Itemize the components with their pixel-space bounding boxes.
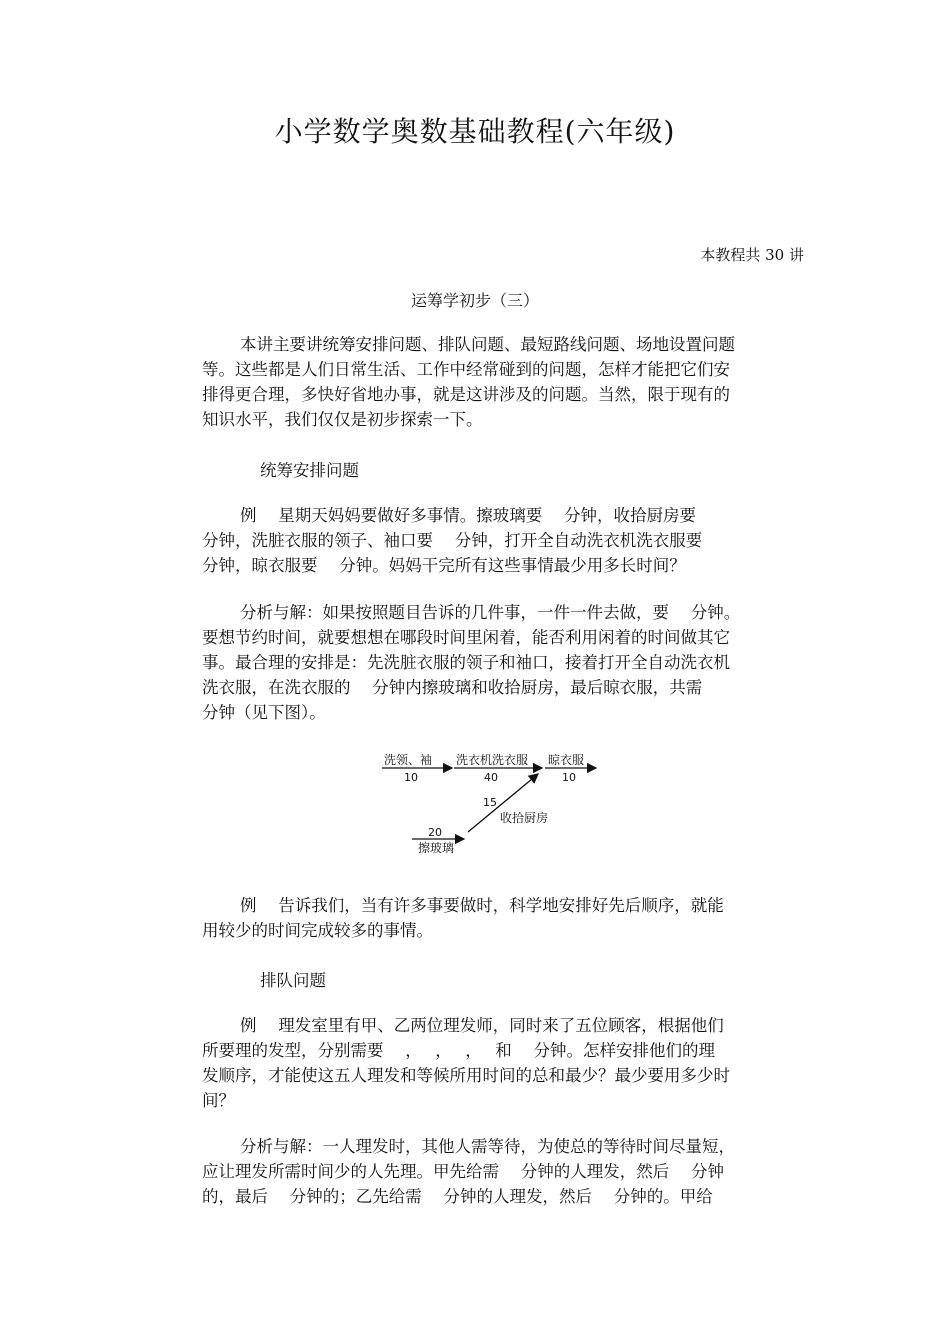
start-minutes: 20 bbox=[428, 826, 442, 839]
intro-line: 知识水平，我们仅仅是初步探索一下。 bbox=[202, 410, 483, 429]
conclusion1-paragraph bbox=[202, 893, 808, 943]
conclusion1-line: 例 告诉我们，当有许多事要做时，科学地安排好先后顺序，就能 bbox=[240, 896, 724, 915]
intro-line: 等。这些都是人们日常生活、工作中经常碰到的问题，怎样才能把它们安 bbox=[202, 360, 730, 379]
analysis1-line: 分钟（见下图）。 bbox=[202, 703, 326, 722]
analysis1-line: 分析与解：如果按照题目告诉的几件事，一件一件去做，要 分钟。 bbox=[240, 603, 741, 622]
example2-line: 间？ bbox=[202, 1091, 235, 1110]
document-title: 小学数学奥数基础教程(六年级) bbox=[274, 115, 676, 148]
step3-minutes: 10 bbox=[562, 771, 576, 784]
series-note: 本教程共 30 讲 bbox=[700, 246, 804, 264]
branch-minutes: 15 bbox=[483, 796, 497, 809]
section-heading-queue: 排队问题 bbox=[260, 971, 326, 990]
scheduling-diagram bbox=[380, 744, 610, 859]
lesson-title: 运筹学初步（三） bbox=[410, 291, 539, 310]
step1-minutes: 10 bbox=[404, 771, 418, 784]
example2-line: 发顺序，才能使这五人理发和等候所用时间的总和最少？最少要用多少时 bbox=[202, 1066, 730, 1085]
example1-line: 例 星期天妈妈要做好多事情。擦玻璃要 分钟，收拾厨房要 bbox=[240, 506, 696, 525]
step2-label: 洗衣机洗衣服 bbox=[456, 753, 529, 767]
analysis1-line: 事。最合理的安排是：先洗脏衣服的领子和袖口，接着打开全自动洗衣机 bbox=[202, 653, 730, 672]
branch-label: 收拾厨房 bbox=[500, 811, 549, 825]
analysis2-line: 应让理发所需时间少的人先理。甲先给需 分钟的人理发，然后 分钟 bbox=[202, 1162, 724, 1181]
example1-line: 分钟，洗脏衣服的领子、袖口要 分钟，打开全自动洗衣机洗衣服要 bbox=[202, 531, 703, 550]
analysis1-line: 要想节约时间，就要想想在哪段时间里闲着，能否利用闲着的时间做其它 bbox=[202, 628, 730, 647]
analysis1-line: 洗衣服，在洗衣服的 分钟内擦玻璃和收拾厨房，最后晾衣服，共需 bbox=[202, 678, 703, 697]
example1-paragraph bbox=[202, 503, 808, 578]
conclusion1-line: 用较少的时间完成较多的事情。 bbox=[202, 921, 433, 940]
intro-line: 本讲主要讲统筹安排问题、排队问题、最短路线问题、场地设置问题 bbox=[240, 335, 735, 354]
intro-paragraph bbox=[202, 332, 808, 432]
example2-line: 所要理的发型，分别需要 ， ， ， 和 分钟。怎样安排他们的理 bbox=[202, 1041, 715, 1060]
analysis2-line: 的，最后 分钟的；乙先给需 分钟的人理发，然后 分钟的。甲给 bbox=[202, 1187, 713, 1206]
analysis2-line: 分析与解：一人理发时，其他人需等待，为使总的等待时间尽量短， bbox=[240, 1137, 735, 1156]
example1-line: 分钟，晾衣服要 分钟。妈妈干完所有这些事情最少用多长时间？ bbox=[202, 556, 686, 575]
example2-line: 例 理发室里有甲、乙两位理发师，同时来了五位顾客，根据他们 bbox=[240, 1016, 724, 1035]
example2-paragraph bbox=[202, 1013, 808, 1113]
step1-label: 洗领、袖 bbox=[384, 753, 433, 767]
start-label: 擦玻璃 bbox=[418, 841, 455, 855]
step2-minutes: 40 bbox=[484, 771, 498, 784]
section-heading-scheduling: 统筹安排问题 bbox=[260, 461, 359, 480]
step3-label: 晾衣服 bbox=[548, 753, 585, 767]
analysis1-paragraph bbox=[202, 600, 808, 725]
intro-line: 排得更合理，多快好省地办事，就是这讲涉及的问题。当然，限于现有的 bbox=[202, 385, 730, 404]
analysis2-paragraph bbox=[202, 1134, 808, 1209]
